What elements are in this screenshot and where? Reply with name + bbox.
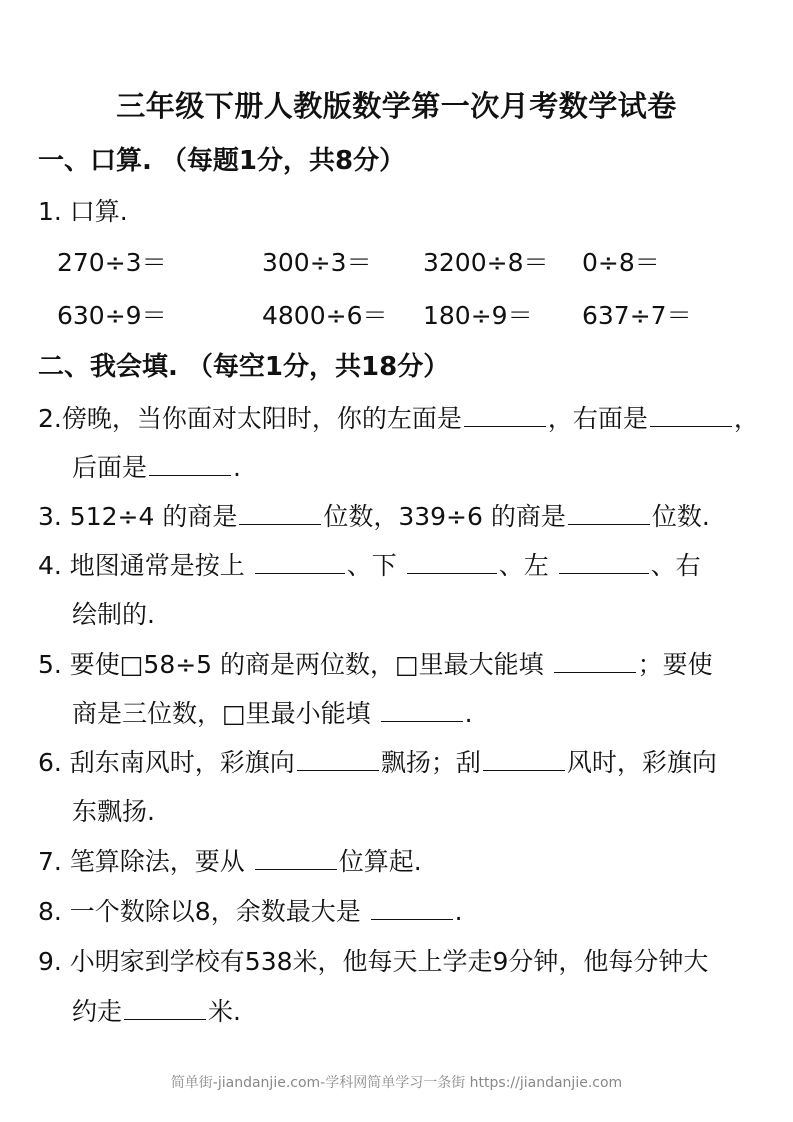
answer-blank[interactable] xyxy=(554,671,636,673)
question-4-line-1 xyxy=(38,546,701,582)
answer-blank[interactable] xyxy=(381,720,463,722)
question-2-line-1 xyxy=(38,399,759,435)
answer-blank[interactable] xyxy=(559,572,649,574)
q6-text-c: 风时，彩旗向 xyxy=(566,748,717,777)
answer-blank[interactable] xyxy=(255,868,337,870)
answer-blank[interactable] xyxy=(149,474,231,476)
answer-blank[interactable] xyxy=(464,425,546,427)
q2-text-b: ，右面是 xyxy=(547,404,648,433)
q8-text-b: . xyxy=(454,897,463,926)
calc-item: 4800÷6＝ xyxy=(262,301,388,330)
q2-text-c: ， xyxy=(733,404,759,433)
calc-item: 637÷7＝ xyxy=(582,301,692,330)
question-3 xyxy=(38,497,710,533)
q6-text-b: 飘扬；刮 xyxy=(380,748,481,777)
page-title: 三年级下册人教版数学第一次月考数学试卷 xyxy=(116,89,677,123)
q5-text-c: 商是三位数，□里最小能填 xyxy=(72,699,379,728)
q7-text-a: 7. 笔算除法，要从 xyxy=(38,847,253,876)
question-8 xyxy=(38,892,463,928)
q3-text-c: 位数. xyxy=(651,502,710,531)
q2-text-e: . xyxy=(233,453,241,482)
calc-item: 630÷9＝ xyxy=(57,301,167,330)
question-6-line-2: 东飘扬. xyxy=(72,797,155,826)
question-7 xyxy=(38,842,422,878)
answer-blank[interactable] xyxy=(124,1018,206,1020)
question-5-line-1 xyxy=(38,645,713,681)
question-9-line-1: 9. 小明家到学校有538米，他每天上学走9分钟，他每分钟大 xyxy=(38,947,709,976)
calc-item: 3200÷8＝ xyxy=(423,248,549,277)
q3-text-b: 位数，339÷6 的商是 xyxy=(323,502,566,531)
answer-blank[interactable] xyxy=(255,572,345,574)
q5-text-d: . xyxy=(464,699,473,728)
answer-blank[interactable] xyxy=(371,918,453,920)
q6-text-a: 6. 刮东南风时，彩旗向 xyxy=(38,748,295,777)
question-6-line-1 xyxy=(38,743,717,779)
question-5-line-2 xyxy=(72,694,473,730)
calc-item: 0÷8＝ xyxy=(582,248,660,277)
calc-item: 180÷9＝ xyxy=(423,301,533,330)
q3-text-a: 3. 512÷4 的商是 xyxy=(38,502,238,531)
q4-text-a: 4. 地图通常是按上 xyxy=(38,551,253,580)
section-2-heading: 二、我会填. （每空1分，共18分） xyxy=(38,352,450,382)
q4-text-d: 、右 xyxy=(650,551,701,580)
page-footer: 简单街-jiandanjie.com-学科网简单学习一条街 https://jiandanjie.com xyxy=(170,1075,623,1091)
q7-text-b: 位算起. xyxy=(338,847,422,876)
section-1-heading: 一、口算. （每题1分，共8分） xyxy=(38,146,406,176)
answer-blank[interactable] xyxy=(239,523,321,525)
q4-text-b: 、下 xyxy=(346,551,405,580)
answer-blank[interactable] xyxy=(650,425,732,427)
answer-blank[interactable] xyxy=(407,572,497,574)
q5-text-b: ；要使 xyxy=(637,650,713,679)
question-2-line-2 xyxy=(72,448,241,484)
q2-text-d: 后面是 xyxy=(72,453,148,482)
q5-text-a: 5. 要使□58÷5 的商是两位数，□里最大能填 xyxy=(38,650,552,679)
q8-text-a: 8. 一个数除以8，余数最大是 xyxy=(38,897,369,926)
calc-item: 270÷3＝ xyxy=(57,248,167,277)
question-4-line-2: 绘制的. xyxy=(72,600,155,629)
answer-blank[interactable] xyxy=(297,769,379,771)
q2-text-a: 2.傍晚，当你面对太阳时，你的左面是 xyxy=(38,404,462,433)
q4-text-c: 、左 xyxy=(498,551,557,580)
question-9-line-2 xyxy=(72,992,241,1028)
q9-text-c: 米. xyxy=(208,997,241,1026)
calc-item: 300÷3＝ xyxy=(262,248,372,277)
q9-text-b: 约走 xyxy=(72,997,123,1026)
answer-blank[interactable] xyxy=(568,523,650,525)
question-1-label: 1. 口算. xyxy=(38,197,128,226)
answer-blank[interactable] xyxy=(483,769,565,771)
